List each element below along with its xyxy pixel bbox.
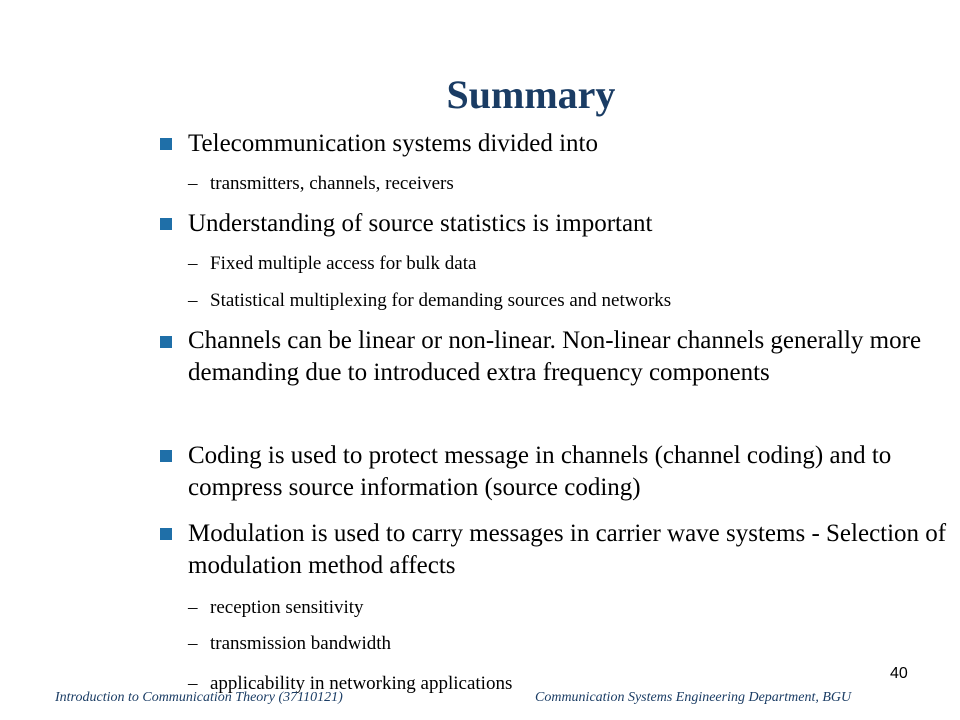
square-bullet-icon bbox=[160, 138, 172, 150]
footer-course-name: Introduction to Communication Theory (37110121) bbox=[55, 690, 343, 705]
dash-marker: – bbox=[188, 633, 198, 654]
bullet-item: Modulation is used to carry messages in carrier wave systems - Selection of modulation method affects bbox=[188, 520, 947, 579]
slide-title: Summary bbox=[446, 72, 616, 117]
dash-marker: – bbox=[188, 290, 198, 311]
dash-marker: – bbox=[188, 253, 198, 274]
sub-item bbox=[188, 289, 950, 313]
sub-item-text: transmitters, channels, receivers bbox=[210, 173, 454, 194]
sub-item bbox=[188, 632, 950, 656]
sub-item-text: Fixed multiple access for bulk data bbox=[210, 253, 477, 274]
sub-item bbox=[188, 172, 950, 196]
sub-item bbox=[188, 596, 950, 620]
square-bullet-icon bbox=[160, 218, 172, 230]
sub-item-text: applicability in networking applications bbox=[210, 673, 513, 694]
bullet-item: Channels can be linear or non-linear. Non-linear channels generally more demanding due to introduced extra frequency components bbox=[188, 327, 922, 386]
square-bullet-icon bbox=[160, 336, 172, 348]
dash-marker: – bbox=[188, 597, 198, 618]
square-bullet-icon bbox=[160, 450, 172, 462]
bullet-item: Coding is used to protect message in channels (channel coding) and to compress source information (source coding) bbox=[188, 442, 892, 501]
sub-item-text: Statistical multiplexing for demanding sources and networks bbox=[210, 290, 672, 311]
sub-item-text: reception sensitivity bbox=[210, 597, 364, 618]
dash-marker: – bbox=[188, 673, 198, 694]
page-number: 40 bbox=[890, 665, 908, 682]
footer-department: Communication Systems Engineering Department, BGU bbox=[535, 690, 852, 705]
square-bullet-icon bbox=[160, 528, 172, 540]
bullet-item: Understanding of source statistics is important bbox=[188, 210, 653, 237]
dash-marker: – bbox=[188, 173, 198, 194]
sub-item bbox=[188, 252, 950, 276]
sub-item-text: transmission bandwidth bbox=[210, 633, 392, 654]
bullet-item: Telecommunication systems divided into bbox=[188, 130, 598, 157]
